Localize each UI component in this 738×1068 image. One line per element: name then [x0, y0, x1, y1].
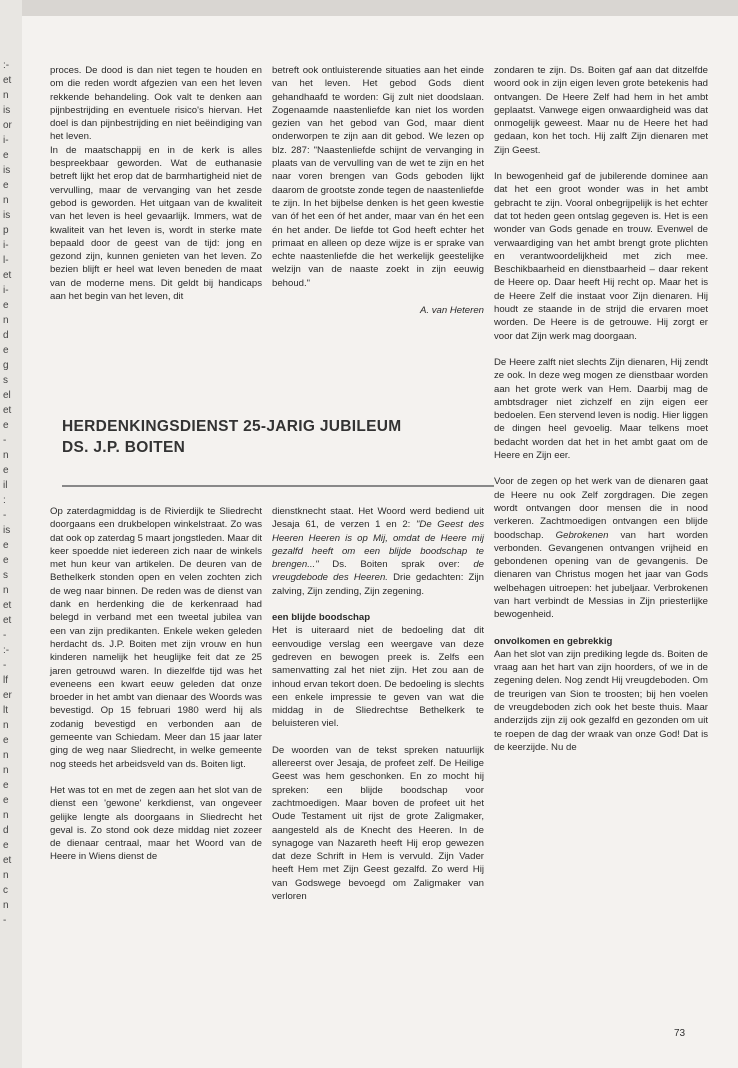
subheading: onvolkomen en gebrekkig: [494, 635, 613, 647]
bleed-letter: n: [3, 315, 9, 326]
paragraph: proces. De dood is dan niet tegen te houden en om die reden wordt afgezien van een het leven rekkende behandeling. Ook valt te denken aan pijnbestrijding en eventuele risico's hiervan. Het doel is dan pijnbestrijding en niet beëindiging van het leven.: [50, 65, 262, 143]
bleed-letter: is: [3, 105, 11, 116]
bleed-letter: i-: [3, 285, 9, 296]
heading-line-2: DS. J.P. BOITEN: [62, 439, 186, 456]
bleed-letter: is: [3, 525, 11, 536]
bleed-letter: i-: [3, 240, 9, 251]
paragraph: De woorden van de tekst spreken natuurlijk allereerst over Jesaja, de profeet zelf. De Heilige Geest was hem geschonken. En zo mocht hij spreken: een blijde boodschap voor zachtmoedigen. Maar boven de profeet uit het Oude Testament uit rijst de grote Zaligmaker, aangesteld als de Knecht des Heeren. In de synagoge van Nazareth heeft Hij erop gewezen dat deze Schrift in Hem is vervuld. Zijn Vader heeft Hem met Zijn Geest gezalfd. Zo werd Hij van Godswege bevoegd om Zaligmaker van verloren: [272, 744, 484, 903]
bleed-letter: e: [3, 540, 9, 551]
bleed-letter: e: [3, 180, 9, 191]
bleed-letter: is: [3, 210, 11, 221]
bleed-letter: n: [3, 450, 9, 461]
bleed-letter: e: [3, 420, 9, 431]
paragraph: De Heere zalft niet slechts Zijn dienaren, Hij zendt ze ook. In deze weg mogen ze dienstbaar worden aan het grote werk van Hem. Daarbij mag de ambtsdrager niet zichzelf en zijn eigen eer bedoelen. Een stervend leven is nodig. Hier liggen de dingen heel gevoelig. Maar telkens moet bedacht worden dat het in het ambt gaat om de Heere en Zijn eer.: [494, 356, 708, 462]
bleed-letter: s: [3, 570, 8, 581]
bleed-letter: n: [3, 870, 9, 881]
adjacent-page-bleed: [0, 0, 22, 1068]
article1-column-1: [50, 64, 262, 316]
bleed-letter: e: [3, 555, 9, 566]
paragraph: Het is uiteraard niet de bedoeling dat dit eenvoudige verslag een weergave van deze gedreven en bewogen preek is. Zelfs een samenvatting zal het niet zijn. Het zou aan de inhoud ervan tekort doen. De bedoeling is slechts een enkele impressie te geven van wat die middag in de Sliedrechtse Bethelkerk te beluisteren viel.: [272, 625, 484, 730]
paragraph: zondaren te zijn. Ds. Boiten gaf aan dat ditzelfde woord ook in zijn eigen leven grote betekenis had ontvangen. De Heere Zelf had hem in het ambt geplaatst. Vanwege eigen onwaardigheid was dat onmogelijk geweest. Maar nu de Heere het had gedaan, kon het toch. Hij zalft Zijn dienaren met Zijn Geest.: [494, 65, 708, 156]
author-signature: A. van Heteren: [420, 305, 484, 317]
paragraph: In de maatschappij en in de kerk is alles bespreekbaar geworden. Wat de euthanasie betreft lijkt het erop dat de barmhartigheid niet de vervulling, maar de vervanging van het zesde gebod is geworden. Het uitgaan van de kwaliteit van het leven is heel gevaarlijk. Immers, wat de kwaliteit van het leven is, wordt in sterke mate bepaald door de geest van de tijd: jong en gezond zijn, kunnen genieten van het leven. Zo bezien blijft er heel wat leven beneden de maat van de moderne mens. Dit geldt bij handicaps aan het begin van het leven, dit: [50, 144, 262, 303]
bleed-letter: lt: [3, 705, 8, 716]
sermon-theme: de vreugdebode des Heeren.: [272, 559, 484, 584]
bleed-letter: et: [3, 855, 12, 866]
bleed-letter: e: [3, 300, 9, 311]
bleed-letter: et: [3, 600, 12, 611]
column-3: [494, 64, 708, 767]
article-heading: [62, 416, 492, 458]
paragraph: Het was tot en met de zegen aan het slot van de dienst een 'gewone' kerkdienst, van ongeveer gelijke lengte als doorgaans in Sliedrecht het geval is. Zo stond ook deze middag niet zozeer de dienaar centraal, maar het Woord van de Heere in Wiens dienst de: [50, 784, 262, 863]
article2-column-1: [50, 505, 262, 877]
bleed-letter: -: [3, 660, 7, 671]
page-number: 73: [674, 1028, 686, 1039]
bleed-letter: :-: [3, 60, 10, 71]
bleed-letter: is: [3, 165, 11, 176]
bleed-letter: lf: [3, 675, 8, 686]
article1-column-2: [272, 64, 484, 317]
bleed-letter: e: [3, 840, 9, 851]
bleed-letter: n: [3, 720, 9, 731]
heading-line-1: HERDENKINGSDIENST 25-JARIG JUBILEUM: [62, 418, 402, 435]
scripture-quote: "De Geest des Heeren Heeren is op Mij, omdat de Heere mij gezalfd heeft om een blijde boodschap te brengen...": [272, 519, 484, 571]
bleed-letter: n: [3, 90, 9, 101]
bleed-letter: p: [3, 225, 9, 236]
bleed-letter: e: [3, 465, 9, 476]
paragraph: betreft ook ontluisterende situaties aan het einde van het leven. Het gebod Gods dient gehandhaafd te worden: Gij zult niet doodslaan. Zogenaamde naastenliefde kan niet los worden gezien van het gebod van God, maar dient onderworpen te zijn aan dit gebod. We lezen op blz. 287: "Naastenliefde schijnt de vervanging in plaats van de vervulling van de wet te zijn en het naar voren brengen van Gods geboden lijkt daarom de grootste zonde tegen de naastenliefde te zijn. In het bijbelse denken is het geen kwestie van óf het een óf het ander, maar van én het een én het ander. De liefde tot God heeft echter het primaat en alleen op deze wijze is er sprake van echte naastenliefde die het werkelijk geestelijke welzijn van de naaste zoekt in zijn eeuwig behoud.": [272, 65, 484, 289]
bleed-letter: d: [3, 330, 9, 341]
bleed-letter: e: [3, 345, 9, 356]
bleed-letter: d: [3, 825, 9, 836]
bleed-letter: l-: [3, 255, 9, 266]
bleed-letter: c: [3, 885, 8, 896]
paragraph: dienstknecht staat. Het Woord werd bediend uit Jesaja 61, de verzen 1 en 2: "De Geest des Heeren Heeren is op Mij, omdat de Heere mij gezalfd heeft om een blijde boodschap te brengen..." Ds. Boiten sprak over: de vreugdebode des Heeren. Drie gedachten: Zijn zalving, Zijn zending, Zijn zegening.: [272, 506, 484, 597]
bleed-letter: -: [3, 510, 7, 521]
paragraph: Op zaterdagmiddag is de Rivierdijk te Sliedrecht doorgaans een drukbelopen winkelstraat. Zo was dat ook op zaterdag 5 maart jongstleden. Maar dit keer spoedde niet iedereen zich naar de winkels met hun keur van artikelen. De deuren van de Bethelkerk stonden open en velen zochten zich de weg naar binnen. De reden was de dienst van dank en herdenking die de kerkenraad had belegd in verband met een tweetal jubilea van een van zijn predikanten. Enkele weken geleden herdacht ds. J.P. Boiten met zijn vrouw en hun kinderen namelijk het heuglijke feit dat ze 25 jaren getrouwd waren. In diezelfde tijd was het eveneens een kwart eeuw geleden dat onze broeder in het ambt van dienaar des Woords was bevestigd. Op 15 februari 1980 werd hij als zodanig bevestigd en verbonden aan de gemeente van Schiedam. Meer dan 15 jaar later ging de weg naar Sliedrecht, in welke gemeente nog steeds het arbeidsveld van ds. Boiten ligt.: [50, 506, 262, 770]
bleed-letter: el: [3, 390, 11, 401]
bleed-letter: et: [3, 615, 12, 626]
bleed-letter: n: [3, 900, 9, 911]
bleed-letter: n: [3, 195, 9, 206]
article2-column-2: [272, 505, 484, 916]
bleed-letter: -: [3, 435, 7, 446]
bleed-letter: :: [3, 495, 6, 506]
bleed-letter: n: [3, 585, 9, 596]
subheading: een blijde boodschap: [272, 612, 371, 624]
bleed-letter: i-: [3, 135, 9, 146]
bleed-letter: s: [3, 375, 8, 386]
bleed-letter: n: [3, 765, 9, 776]
bleed-letter: -: [3, 630, 7, 641]
bleed-letter: et: [3, 405, 12, 416]
bleed-letter: e: [3, 780, 9, 791]
paragraph: In bewogenheid gaf de jubilerende dominee aan dat het een groot wonder was in het ambt gebracht te zijn. Vooral onbegrijpelijk is het echter dat tot heden geen ontslag gegeven is. Het is een wonder van Gods genade en trouw. Evenwel de verwaardiging van het ambt brengt grote plichten en verantwoordelijkheid met zich mee. Beschikbaarheid en dienstbaarheid – daar rekent de Heere op. Daar heeft Hij recht op. Maar het is de Heere Zelf die instaat voor Zijn dienaren. Hij houdt ze staande in de strijd die ervaren moet worden. De Heere is de getrouwe. Hij zorgt er voor dat Zijn werk mag doorgaan.: [494, 171, 708, 342]
bleed-letter: n: [3, 750, 9, 761]
bleed-letter: et: [3, 75, 12, 86]
bleed-letter: or: [3, 120, 12, 131]
magazine-page: [22, 16, 738, 1068]
bleed-letter: et: [3, 270, 12, 281]
bleed-letter: e: [3, 795, 9, 806]
paragraph: Voor de zegen op het werk van de dienaren gaat de Heere nu ook Zelf zorgdragen. Die zegen wordt ontvangen door mensen die in nood verkeren. Zachtmoedigen ontvangen een blijde boodschap. Gebrokenen van hart worden verbonden. Gevangenen ontvangen vrijheid en gebondenen opening van de gevangenis. De dienaren van Christus mogen het jaar van Gods welbehagen uitroepen: het jubeljaar. Verbrokenen van hart verbindt de Messias in Zijn priesterlijke bewogenheid.: [494, 476, 708, 621]
bleed-letter: e: [3, 150, 9, 161]
bleed-letter: il: [3, 480, 8, 491]
bleed-letter: :-: [3, 645, 10, 656]
bleed-letter: g: [3, 360, 9, 371]
bleed-letter: er: [3, 690, 12, 701]
bleed-letter: n: [3, 810, 9, 821]
paragraph: Aan het slot van zijn prediking legde ds. Boiten de vraag aan het hart van zijn hoorders, of we in de zegening delen. Nog zendt Hij vreugdeboden. Om de treurigen van Sion te troosten; bij hen voelen de vreugdeboden zich ook het beste thuis. Maar anderzijds zijn zij ook gezalfd en gezonden om uit te roepen de dag der wraak van onze God! Dat is de keerzijde. Nu de: [494, 648, 708, 753]
heading-divider: [62, 485, 494, 487]
bleed-letter: -: [3, 915, 7, 926]
bleed-letter: e: [3, 735, 9, 746]
